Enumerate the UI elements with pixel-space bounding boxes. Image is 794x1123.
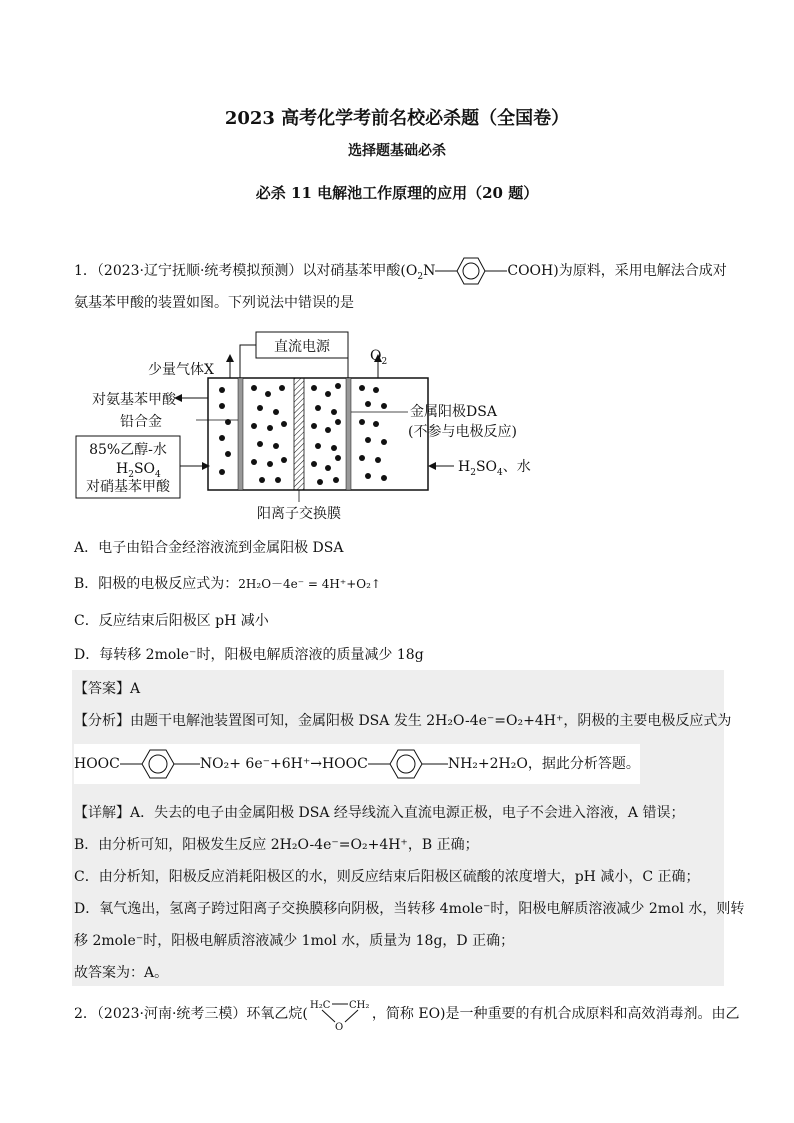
feed-line3: 对硝基苯甲酸 [86,479,170,495]
conclusion: 故答案为：A。 [74,965,169,981]
page-title: 2023 高考化学考前名校必杀题（全国卷） [224,108,570,129]
epoxide-h2c: H₂C [309,1000,331,1011]
lead-alloy-electrode [238,378,243,490]
detail-a: 【详解】A．失去的电子由金属阳极 DSA 经导线流入直流电源正极，电子不会进入溶液，A 错误； [74,805,685,821]
detail-c: C．由分析知，阳极反应消耗阳极区的水，则反应结束后阳极区硫酸的浓度增大，pH 减小，C 正确； [74,869,700,885]
eq-middle: NO₂+ 6e⁻+6H⁺→HOOC [199,756,368,772]
page-subtitle: 选择题基础必杀 [348,143,446,159]
analysis: 【分析】由题干电解池装置图可知，金属阳极 DSA 发生 2H₂O-4e⁻=O₂+4H⁺，阴极的主要电极反应式为 [74,713,732,729]
option-b [74,573,381,593]
q2-stem [74,994,740,1034]
benzene-ring-icon [120,746,200,782]
gas-x-label: 少量气体X [148,362,214,378]
detail-b: B．由分析可知，阳极发生反应 2H₂O-4e⁻=O₂+4H⁺，B 正确； [74,837,479,853]
q1-stem-line1: 1．（2023·辽宁抚顺·统考模拟预测）以对硝基苯甲酸($O_2N$ COOH)为原料，采用电解法合成对 [74,254,727,288]
anode-label: 金属阳极DSA [410,404,497,420]
o2-label: $O_2$ [370,348,388,367]
product-label: 对氨基苯甲酸 [92,392,176,408]
q2-stem-pre: 2．（2023·河南·统考三模）环氧乙烷( [74,1006,308,1022]
q1-stem-pre: 1．（2023·辽宁抚顺·统考模拟预测）以对硝基苯甲酸(O [74,263,418,279]
electrolysis-diagram [72,324,592,524]
cathode-label: 铅合金 [120,414,162,430]
section-title: 必杀 11 电解池工作原理的应用（20 题） [255,184,539,202]
cation-exchange-membrane [294,378,304,490]
power-supply-label: 直流电源 [274,339,330,355]
q1-stem-n: N [423,263,436,279]
eq-end: NH₂+2H₂O [447,756,528,772]
eq-after: ，据此分析答题。 [527,756,640,772]
cathode-equation [74,744,640,784]
dsa-anode-electrode [346,378,351,490]
q2-stem-post: ，简称 EO)是一种重要的有机合成原料和高效消毒剂。由乙 [371,1006,740,1022]
option-b-equation: 2H₂O－4e⁻ = 4H⁺+O₂↑ [238,577,381,591]
option-a: A．电子由铅合金经溶液流到金属阳极 DSA [74,540,344,556]
feed-line1: 85%乙醇-水 [89,442,167,458]
epoxide-ch2: CH₂ [348,1000,370,1011]
option-d: D．每转移 2mole⁻时，阳极电解质溶液的质量减少 18g [74,647,424,663]
option-c: C．反应结束后阳极区 pH 减小 [74,613,269,629]
detail-d1: D．氧气逸出，氢离子跨过阳离子交换膜移向阴极，当转移 4mole⁻时，阳极电解质溶液减少 2mol 水，则转 [74,901,745,917]
q1-stem-line2: 氨基苯甲酸的装置如图。下列说法中错误的是 [74,295,354,311]
anode-feed-label: $H_2SO_4$、水 [458,459,531,478]
benzene-ring-icon [368,746,448,782]
detail-d2: 移 2mole⁻时，阳极电解质溶液减少 1mol 水，质量为 18g，D 正确； [74,933,515,949]
epoxide-o: O [334,1022,344,1032]
feed-line2: $H_2SO_4$ [116,461,161,480]
q1-stem-cooh: COOH)为原料，采用电解法合成对 [507,263,727,279]
benzene-ring-icon [435,254,507,288]
eq-hooc: HOOC [74,756,120,772]
membrane-label: 阳离子交换膜 [257,506,341,522]
epoxide-ring-icon [308,996,372,1032]
answer: 【答案】A [74,681,141,697]
anode-note: (不参与电极反应) [408,424,517,440]
option-b-text: B．阳极的电极反应式为： [74,576,239,592]
